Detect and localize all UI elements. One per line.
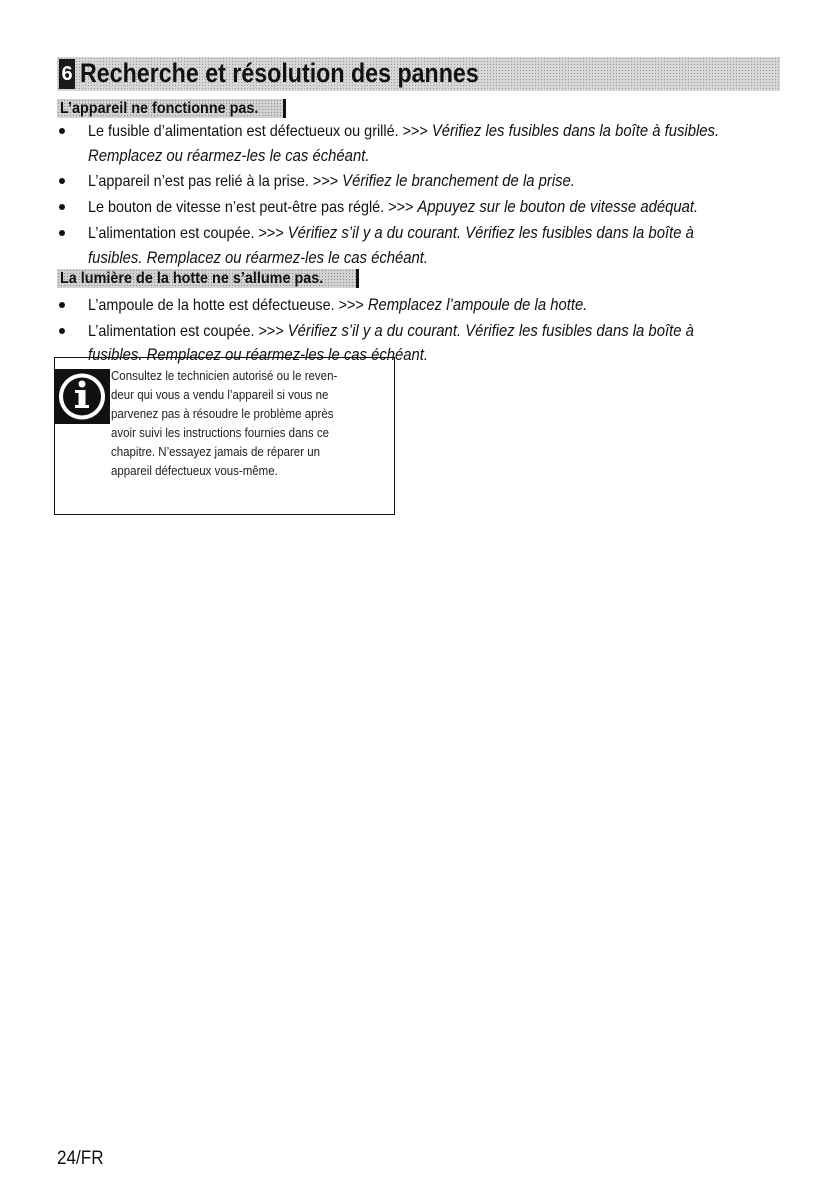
cause-text: Le fusible d’alimentation est défectueux ou grillé. >>> (88, 123, 432, 140)
list-item (88, 197, 698, 218)
list-item (88, 121, 719, 142)
cause-text: Le bouton de vitesse n’est peut-être pas réglé. >>> (88, 199, 418, 216)
remedy-text: Vérifiez les fusibles dans la boîte à fusibles. (431, 122, 720, 140)
page-number: 24/FR (57, 1148, 104, 1169)
problem-heading-text: La lumière de la hotte ne s’allume pas. (60, 270, 324, 287)
bullet (59, 302, 65, 308)
list-item (88, 223, 694, 244)
list-item-continuation (88, 146, 369, 167)
problem-heading-appliance (57, 99, 286, 118)
problem-heading-light (57, 269, 359, 288)
section-title: Recherche et résolution des pannes (80, 58, 479, 88)
bullet (59, 204, 65, 210)
list-item (88, 321, 694, 342)
remedy-text: Remplacez ou réarmez-les le cas échéant. (88, 147, 370, 165)
info-line: Consultez le technicien autorisé ou le reven- (111, 369, 338, 383)
list-item-continuation (88, 248, 428, 269)
remedy-text: Vérifiez s’il y a du courant. Vérifiez les fusibles dans la boîte à (287, 224, 694, 242)
bullet (59, 328, 65, 334)
info-line: deur qui vous a vendu l’appareil si vous ne (111, 388, 329, 402)
cause-text: L’appareil n’est pas relié à la prise. >>> (88, 173, 343, 190)
remedy-text: Vérifiez s’il y a du courant. Vérifiez les fusibles dans la boîte à (287, 322, 694, 340)
bullet (59, 128, 65, 134)
info-line: avoir suivi les instructions fournies dans ce (111, 426, 329, 440)
info-icon (54, 369, 110, 424)
remedy-text: fusibles. Remplacez ou réarmez-les le cas échéant. (88, 249, 429, 267)
cause-text: L’alimentation est coupée. >>> (88, 225, 288, 242)
info-line: appareil défectueux vous-même. (111, 464, 278, 478)
info-text (111, 367, 361, 481)
remedy-text: fusibles. Remplacez ou réarmez-les le cas échéant. (88, 346, 429, 364)
bullet (59, 230, 65, 236)
section-number: 6 (59, 59, 75, 89)
list-item (88, 295, 587, 316)
remedy-text: Appuyez sur le bouton de vitesse adéquat. (417, 198, 699, 216)
info-line: parvenez pas à résoudre le problème après (111, 407, 334, 421)
bullet (59, 178, 65, 184)
cause-text: L’ampoule de la hotte est défectueuse. >>> (88, 297, 368, 314)
remedy-text: Remplacez l’ampoule de la hotte. (367, 296, 588, 314)
remedy-text: Vérifiez le branchement de la prise. (342, 172, 575, 190)
problem-heading-text: L’appareil ne fonctionne pas. (60, 100, 259, 117)
cause-text: L’alimentation est coupée. >>> (88, 323, 288, 340)
info-line: chapitre. N’essayez jamais de réparer un (111, 445, 321, 459)
list-item (88, 171, 575, 192)
